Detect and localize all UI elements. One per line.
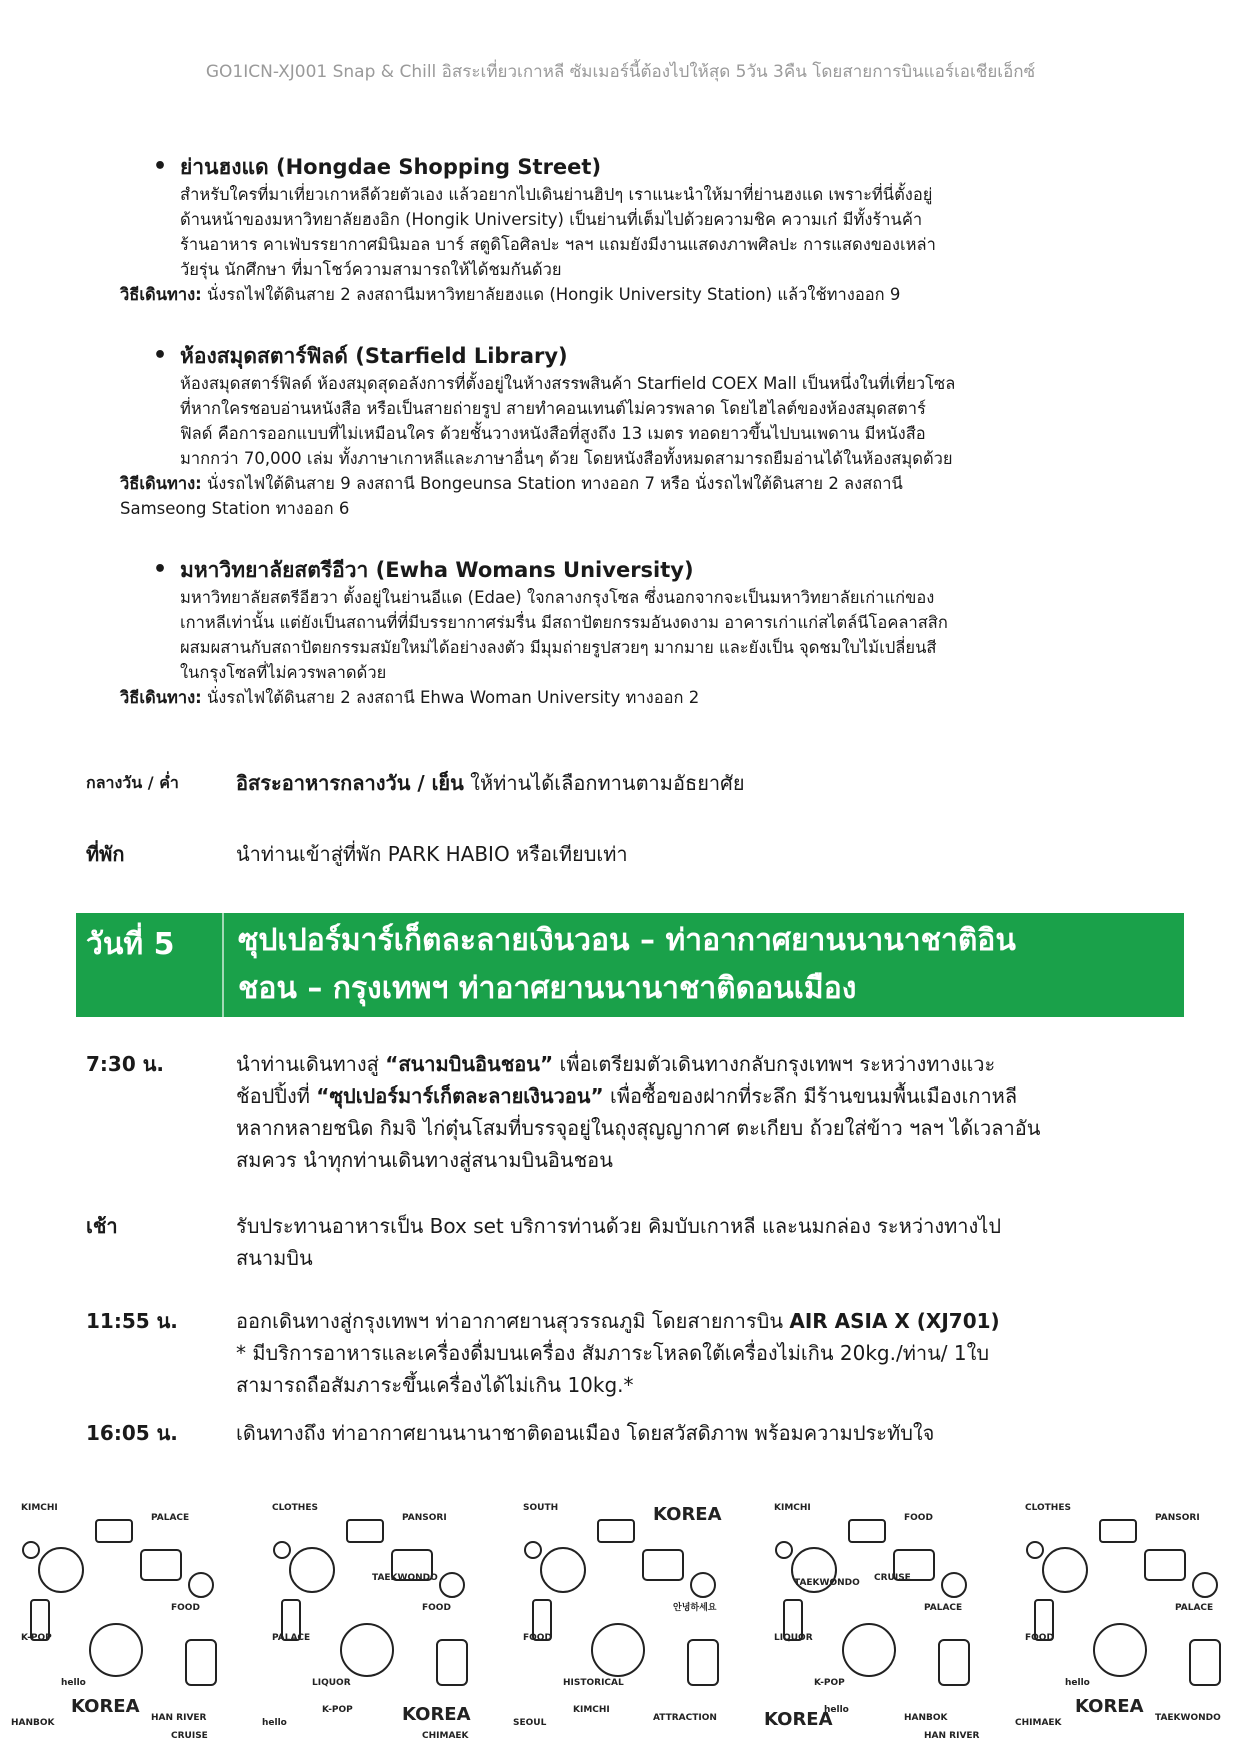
schedule-bold: AIR ASIA X (XJ701) [789, 1309, 1000, 1333]
doodle-label: HISTORICAL [563, 1678, 624, 1688]
doodle-shape [141, 1550, 181, 1580]
doodle-label: ATTRACTION [653, 1713, 717, 1723]
doodle-shape [691, 1573, 715, 1597]
desc-line: วัยรุ่น นักศึกษา ที่มาโชว์ความสามารถให้ได้ชมกันด้วย [180, 260, 562, 279]
attraction-title: • ห้องสมุดสตาร์ฟิลด์ (Starfield Library) [150, 341, 1090, 371]
doodle-shape [1145, 1550, 1185, 1580]
doodle-label: KIMCHI [774, 1503, 811, 1513]
doodle-label: LIQUOR [774, 1633, 813, 1643]
doodle-label: PALACE [1175, 1603, 1214, 1613]
schedule-line: * มีบริการอาหารและเครื่องดื่มบนเครื่อง สัมภาระโหลดใต้เครื่องไม่เกิน 20kg./ท่าน/ 1ใบ [236, 1341, 990, 1365]
doodle-label: HANBOK [904, 1713, 948, 1723]
schedule-line: ช้อปปิ้งที่ “ซุปเปอร์มาร์เก็ตละลายเงินวอน” เพื่อซื้อของฝากที่ระลึก มีร้านขนมพื้นเมืองเกาหลี [236, 1084, 1018, 1108]
schedule-line: นำท่านเดินทางสู่ “สนามบินอินชอน” เพื่อเตรียมตัวเดินทางกลับกรุงเทพฯ ระหว่างทางแวะ [236, 1052, 996, 1076]
day-label: วันที่ 5 [86, 927, 175, 962]
meal-label: กลางวัน / ค่ำ [86, 773, 179, 792]
doodle-shape [96, 1520, 132, 1542]
korea-doodle-banner [0, 1490, 1241, 1755]
schedule-time: 11:55 น. [86, 1309, 178, 1333]
doodle-label: PANSORI [402, 1513, 447, 1523]
doodle-shape [688, 1640, 718, 1685]
attraction-description [150, 585, 1090, 685]
desc-line: ในกรุงโซลที่ไม่ควรพลาดด้วย [180, 663, 387, 682]
doodle-label: CHIMAEK [1015, 1718, 1062, 1728]
attraction-route [120, 685, 1090, 710]
route-line: นั่งรถไฟใต้ดินสาย 9 ลงสถานี Bongeunsa Station ทางออก 7 หรือ นั่งรถไฟใต้ดินสาย 2 ลงสถานี [207, 474, 903, 493]
doodle-label: KOREA [764, 1709, 833, 1730]
attraction-starfield [120, 341, 1090, 521]
doodle-label: FOOD [422, 1603, 451, 1613]
doodle-shape [776, 1542, 792, 1558]
schedule-bold: “สนามบินอินชอน” [385, 1052, 554, 1076]
meal-text [236, 767, 1176, 799]
doodle-label: CRUISE [171, 1731, 208, 1741]
doodle-label: TAEKWONDO [372, 1573, 438, 1583]
doodle-label: PANSORI [1155, 1513, 1200, 1523]
route-line: Samseong Station ทางออก 6 [120, 499, 350, 518]
schedule-line: สามารถถือสัมภาระขึ้นเครื่องได้ไม่เกิน 10kg.* [236, 1373, 634, 1397]
route-label: วิธีเดินทาง: [120, 285, 202, 304]
doodle-shape [598, 1520, 634, 1542]
doodle-label: HAN RIVER [151, 1713, 207, 1723]
desc-line: ด้านหน้าของมหาวิทยาลัยฮงอิก (Hongik University) เป็นย่านที่เต็มไปด้วยความชิค ความเก๋ มีทั้งร้านค้า [180, 210, 923, 229]
doodle-label: CHIMAEK [422, 1731, 469, 1741]
doodle-label: PALACE [151, 1513, 190, 1523]
doodle-shape [347, 1520, 383, 1542]
desc-line: สำหรับใครที่มาเที่ยวเกาหลีด้วยตัวเอง แล้วอยากไปเดินย่านฮิปๆ เราแนะนำให้มาที่ย่านฮงแด เพราะที่นี่ตั้งอยู่ [180, 185, 933, 204]
doodle-label: TAEKWONDO [1155, 1713, 1221, 1723]
doodle-shape [1100, 1520, 1136, 1542]
doodle-tile [0, 1490, 237, 1755]
route-label: วิธีเดินทาง: [120, 474, 202, 493]
doodle-label: PALACE [272, 1633, 311, 1643]
doodle-shape [643, 1550, 683, 1580]
doodle-tile-3-art [502, 1490, 739, 1755]
doodle-label: K-POP [21, 1633, 52, 1643]
schedule-time: 16:05 น. [86, 1421, 178, 1445]
doodle-shape [1027, 1542, 1043, 1558]
schedule-line: เดินทางถึง ท่าอากาศยานนานาชาติดอนเมือง โดยสวัสดิภาพ พร้อมความประทับใจ [236, 1421, 935, 1445]
schedule-bold: “ซุปเปอร์มาร์เก็ตละลายเงินวอน” [316, 1084, 604, 1108]
doodle-label: hello [824, 1705, 849, 1715]
desc-line: มากกว่า 70,000 เล่ม ทั้งภาษาเกาหลีและภาษาอื่นๆ ด้วย โดยหนังสือทั้งหมดสามารถยืมอ่านได้ในห้องสมุดด้วย [180, 449, 953, 468]
doodle-shape [1190, 1640, 1220, 1685]
doodle-label: LIQUOR [312, 1678, 351, 1688]
attraction-description [150, 182, 1090, 282]
doodle-shape [90, 1624, 142, 1676]
desc-line: ห้องสมุดสตาร์ฟิลด์ ห้องสมุดสุดอลังการที่ตั้งอยู่ในห้างสรรพสินค้า Starfield COEX Mall เป็นหนึ่งในที่เที่ยวโซล [180, 374, 956, 393]
day-title [224, 913, 1184, 1017]
doodle-label: KIMCHI [573, 1705, 610, 1715]
schedule-time: เช้า [86, 1214, 118, 1238]
doodle-label: CLOTHES [272, 1503, 318, 1513]
doodle-label: 안녕하세요 [673, 1603, 717, 1613]
doodle-shape [525, 1542, 541, 1558]
desc-line: ร้านอาหาร คาเฟ่บรรยากาศมินิมอล บาร์ สตูดิโอศิลปะ ฯลฯ แถมยังมีงานแสดงภาพศิลปะ การแสดงของเหล่า [180, 235, 936, 254]
doodle-shape [1094, 1624, 1146, 1676]
doodle-label: TAEKWONDO [794, 1578, 860, 1588]
doodle-tile [1004, 1490, 1241, 1755]
doodle-shape [290, 1548, 334, 1592]
schedule-text [236, 1210, 1176, 1274]
schedule-text [236, 1305, 1176, 1401]
hotel-text: นำท่านเข้าสู่ที่พัก PARK HABIO หรือเทียบเท่า [236, 842, 628, 866]
hotel-label: ที่พัก [86, 842, 125, 866]
schedule-text [236, 1417, 1176, 1449]
doodle-label: KOREA [1075, 1696, 1144, 1717]
doodle-shape [843, 1624, 895, 1676]
day-title-line: ซุปเปอร์มาร์เก็ตละลายเงินวอน – ท่าอากาศยานนานาชาติอิน [238, 923, 1016, 958]
hotel-row [86, 838, 1176, 870]
day-title-line: ชอน – กรุงเทพฯ ท่าอาศยานนานาชาติดอนเมือง [238, 971, 857, 1006]
doodle-label: hello [262, 1718, 287, 1728]
doodle-shape [1043, 1548, 1087, 1592]
schedule-line: สมควร นำทุกท่านเดินทางสู่สนามบินอินชอน [236, 1148, 613, 1172]
doodle-label: K-POP [814, 1678, 845, 1688]
meal-bold: อิสระอาหารกลางวัน / เย็น [236, 771, 464, 795]
attraction-title: • ย่านฮงแด (Hongdae Shopping Street) [150, 152, 1090, 182]
doodle-label: hello [1065, 1678, 1090, 1688]
desc-line: มหาวิทยาลัยสตรีอีฮวา ตั้งอยู่ในย่านอีแด (Edae) ใจกลางกรุงโซล ซึ่งนอกจากจะเป็นมหาวิทยาลัยเก่าแก่ของ [180, 588, 935, 607]
doodle-tile [753, 1490, 990, 1755]
doodle-shape [939, 1640, 969, 1685]
attraction-route [120, 471, 1090, 521]
schedule-row [86, 1048, 1176, 1176]
doodle-tile [251, 1490, 488, 1755]
doodle-label: HAN RIVER [924, 1731, 980, 1741]
doodle-shape [186, 1640, 216, 1685]
doodle-tile [502, 1490, 739, 1755]
route-line: นั่งรถไฟใต้ดินสาย 2 ลงสถานี Ehwa Woman University ทางออก 2 [207, 688, 700, 707]
doodle-shape [440, 1573, 464, 1597]
doodle-shape [189, 1573, 213, 1597]
doodle-label: SOUTH [523, 1503, 559, 1513]
doodle-label: SEOUL [513, 1718, 547, 1728]
doodle-label: FOOD [904, 1513, 933, 1523]
schedule-text [236, 1048, 1176, 1176]
schedule-row [86, 1305, 1176, 1401]
doodle-tile-5-art [1004, 1490, 1241, 1755]
attraction-title: • มหาวิทยาลัยสตรีอีวา (Ewha Womans University) [150, 555, 1090, 585]
doodle-label: PALACE [924, 1603, 963, 1613]
doodle-label: FOOD [1025, 1633, 1054, 1643]
schedule-line: หลากหลายชนิด กิมจิ ไก่ตุ๋นโสมที่บรรจุอยู่ในถุงสุญญากาศ ตะเกียบ ถ้วยใส่ข้าว ฯลฯ ได้เวลาอัน [236, 1116, 1041, 1140]
attraction-hongdae [120, 152, 1090, 307]
route-label: วิธีเดินทาง: [120, 688, 202, 707]
schedule-row [86, 1210, 1176, 1274]
doodle-tile-1-art [0, 1490, 237, 1755]
desc-line: เกาหลีเท่านั้น แต่ยังเป็นสถานที่ที่มีบรรยากาศร่มรื่น มีสถาปัตยกรรมอันงดงาม อาคารเก่าแก่สไตล์นีโอคลาสสิก [180, 613, 948, 632]
doodle-shape [942, 1573, 966, 1597]
doodle-shape [39, 1548, 83, 1592]
meal-row [86, 767, 1176, 799]
doodle-shape [23, 1542, 39, 1558]
doodle-label: K-POP [322, 1705, 353, 1715]
doodle-label: FOOD [171, 1603, 200, 1613]
doodle-shape [849, 1520, 885, 1542]
schedule-line: รับประทานอาหารเป็น Box set บริการท่านด้วย คิมบับเกาหลี และนมกล่อง ระหว่างทางไป [236, 1214, 1002, 1238]
desc-line: ผสมผสานกับสถาปัตยกรรมสมัยใหม่ได้อย่างลงตัว มีมุมถ่ายรูปสวยๆ มากมาย และยังเป็น จุดชมใบไม้เปลี่ยนสี [180, 638, 937, 657]
doodle-shape [341, 1624, 393, 1676]
attractions-list [120, 152, 1090, 744]
schedule-line: สนามบิน [236, 1246, 313, 1270]
doodle-label: KIMCHI [21, 1503, 58, 1513]
route-line: นั่งรถไฟใต้ดินสาย 2 ลงสถานีมหาวิทยาลัยฮงแด (Hongik University Station) แล้วใช้ทางออก 9 [207, 285, 901, 304]
schedule-row [86, 1417, 1176, 1449]
attraction-route [120, 282, 1090, 307]
doodle-label: KOREA [653, 1504, 722, 1525]
doodle-shape [541, 1548, 585, 1592]
doodle-label: KOREA [71, 1696, 140, 1717]
doodle-label: CRUISE [874, 1573, 911, 1583]
attraction-ewha [120, 555, 1090, 710]
doodle-label: hello [61, 1678, 86, 1688]
doodle-tile-4-art [753, 1490, 990, 1755]
doodle-label: FOOD [523, 1633, 552, 1643]
doodle-tile-2-art [251, 1490, 488, 1755]
doodle-label: KOREA [402, 1704, 471, 1725]
document-header: GO1ICN-XJ001 Snap & Chill อิสระเที่ยวเกาหลี ซัมเมอร์นี้ต้องไปให้สุด 5วัน 3คืน โดยสายการบินแอร์เอเชียเอ็กซ์ [205, 62, 1036, 82]
doodle-shape [592, 1624, 644, 1676]
meal-rest: ให้ท่านได้เลือกทานตามอัธยาศัย [463, 771, 745, 795]
doodle-label: HANBOK [11, 1718, 55, 1728]
desc-line: ฟิลด์ คือการออกแบบที่ไม่เหมือนใคร ด้วยชั้นวางหนังสือที่สูงถึง 13 เมตร ทอดยาวขึ้นไปบนเพดาน มีหนังสือ [180, 424, 926, 443]
doodle-shape [1193, 1573, 1217, 1597]
schedule-line: ออกเดินทางสู่กรุงเทพฯ ท่าอากาศยานสุวรรณภูมิ โดยสายการบิน AIR ASIA X (XJ701) [236, 1309, 1000, 1333]
doodle-shape [274, 1542, 290, 1558]
doodle-label: CLOTHES [1025, 1503, 1071, 1513]
day-banner [76, 913, 1184, 1017]
doodle-shape [437, 1640, 467, 1685]
attraction-description [150, 371, 1090, 471]
desc-line: ที่หากใครชอบอ่านหนังสือ หรือเป็นสายถ่ายรูป สายทำคอนเทนต์ไม่ควรพลาด โดยไฮไลต์ของห้องสมุดสตาร์ [180, 399, 926, 418]
schedule-time: 7:30 น. [86, 1052, 164, 1076]
